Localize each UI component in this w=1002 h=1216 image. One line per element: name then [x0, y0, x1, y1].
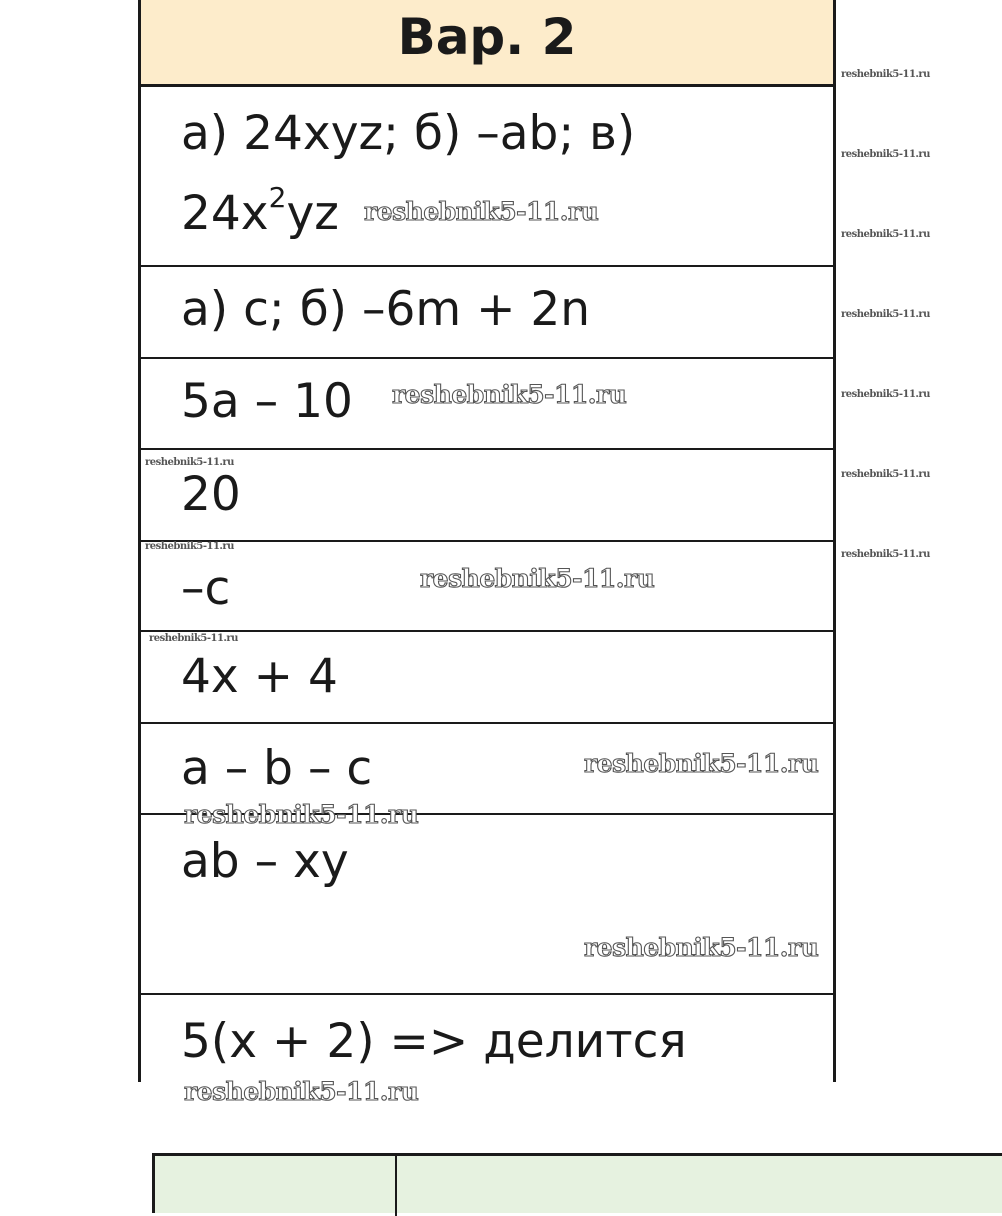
answer-text: 5a – 10 — [181, 374, 353, 429]
watermark: reshebnik5-11.ru — [149, 633, 238, 644]
watermark: reshebnik5-11.ru — [841, 309, 930, 320]
table-row — [141, 87, 833, 267]
answer-text: ab – xy — [181, 834, 349, 889]
expr-base: 24x — [181, 186, 269, 241]
watermark: reshebnik5-11.ru — [420, 564, 655, 593]
answer-part-a-line1: а) 24xyz; б) –ab; в) — [181, 106, 636, 161]
watermark: reshebnik5-11.ru — [841, 549, 930, 560]
expr-exponent: 2 — [268, 181, 287, 214]
table-row — [141, 632, 833, 724]
answer-text: a – b – c — [181, 741, 373, 796]
variant-title: Вар. 2 — [397, 8, 577, 66]
table-row — [141, 995, 833, 1082]
expr-rest: yz — [286, 186, 339, 241]
watermark: reshebnik5-11.ru — [364, 197, 599, 226]
answer-text: 4x + 4 — [181, 649, 338, 704]
watermark: reshebnik5-11.ru — [584, 749, 819, 778]
next-table-fragment — [152, 1153, 1002, 1213]
watermark: reshebnik5-11.ru — [584, 933, 819, 962]
watermark: reshebnik5-11.ru — [145, 457, 234, 468]
watermark: reshebnik5-11.ru — [145, 541, 234, 552]
column-divider — [395, 1156, 397, 1216]
table-row — [141, 450, 833, 542]
watermark: reshebnik5-11.ru — [841, 69, 930, 80]
watermark: reshebnik5-11.ru — [392, 380, 627, 409]
watermark: reshebnik5-11.ru — [184, 800, 419, 829]
table-header-row — [141, 0, 833, 87]
watermark: reshebnik5-11.ru — [841, 229, 930, 240]
table-row — [141, 267, 833, 359]
answers-table — [138, 0, 836, 1082]
watermark: reshebnik5-11.ru — [841, 149, 930, 160]
answer-text: а) с; б) –6m + 2n — [181, 282, 591, 337]
answer-text: –c — [181, 561, 231, 616]
answer-text: 5(x + 2) => делится — [181, 1014, 687, 1069]
watermark: reshebnik5-11.ru — [841, 469, 930, 480]
watermark: reshebnik5-11.ru — [184, 1077, 419, 1106]
table-row — [141, 815, 833, 995]
answer-text: 20 — [181, 467, 241, 522]
watermark: reshebnik5-11.ru — [841, 389, 930, 400]
